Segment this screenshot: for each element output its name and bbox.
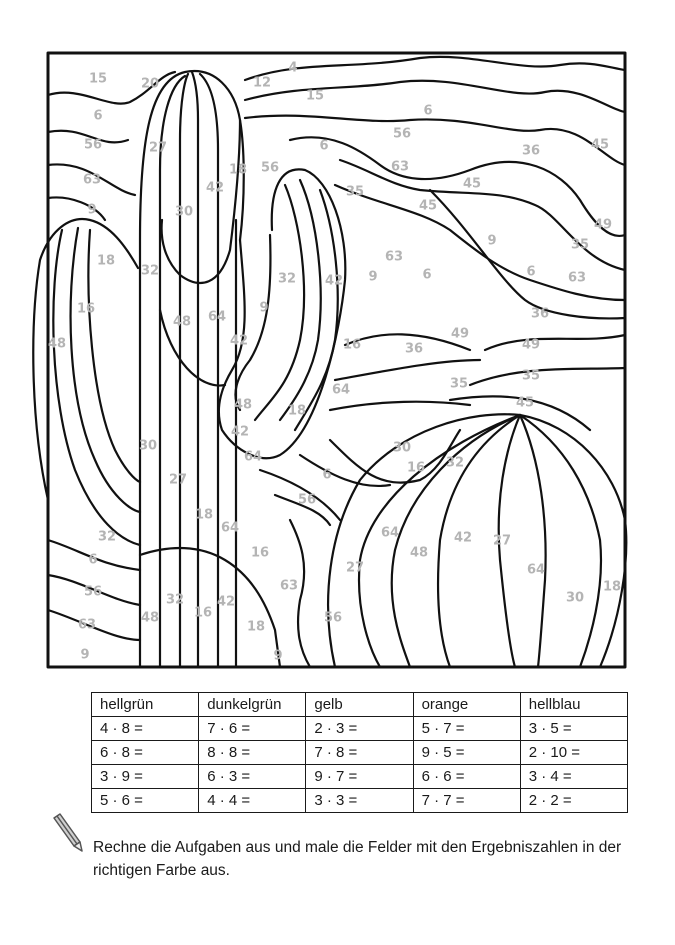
field-number: 49: [450, 326, 470, 342]
math-task: 3 · 4 =: [520, 765, 627, 789]
field-number: 9: [273, 648, 283, 664]
math-task: 2 · 3 =: [306, 717, 413, 741]
field-number: 42: [229, 333, 249, 349]
table-row: [92, 741, 628, 765]
color-header: hellblau: [520, 693, 627, 717]
field-number: 42: [230, 424, 250, 440]
field-number: 6: [422, 267, 432, 283]
math-task: 4 · 4 =: [199, 789, 306, 813]
math-task: 6 · 8 =: [92, 741, 199, 765]
field-number: 30: [174, 204, 194, 220]
table-row: [92, 765, 628, 789]
field-number: 45: [418, 198, 438, 214]
math-task: 2 · 10 =: [520, 741, 627, 765]
field-number: 48: [47, 336, 67, 352]
field-number: 20: [140, 76, 160, 92]
math-task: 7 · 8 =: [306, 741, 413, 765]
math-task: 9 · 5 =: [413, 741, 520, 765]
field-number: 18: [194, 507, 214, 523]
field-number: 56: [323, 610, 343, 626]
field-number: 63: [77, 617, 97, 633]
field-number: 9: [80, 647, 90, 663]
math-task: 3 · 3 =: [306, 789, 413, 813]
math-task: 3 · 9 =: [92, 765, 199, 789]
color-header: orange: [413, 693, 520, 717]
field-number: 45: [515, 395, 535, 411]
field-number: 32: [277, 271, 297, 287]
math-task: 5 · 6 =: [92, 789, 199, 813]
field-number: 9: [368, 269, 378, 285]
field-number: 64: [243, 449, 263, 465]
field-number: 63: [82, 172, 102, 188]
field-number: 42: [216, 594, 236, 610]
field-number: 42: [453, 530, 473, 546]
field-number: 42: [324, 273, 344, 289]
field-number: 18: [96, 253, 116, 269]
field-number: 56: [260, 160, 280, 176]
field-number: 15: [305, 88, 325, 104]
color-header: gelb: [306, 693, 413, 717]
field-number: 27: [168, 472, 188, 488]
math-task: 4 · 8 =: [92, 717, 199, 741]
field-number: 64: [526, 562, 546, 578]
math-task: 6 · 3 =: [199, 765, 306, 789]
field-number: 49: [593, 217, 613, 233]
field-number: 63: [567, 270, 587, 286]
field-number: 63: [279, 578, 299, 594]
field-number: 32: [165, 592, 185, 608]
color-header: hellgrün: [92, 693, 199, 717]
field-number: 63: [384, 249, 404, 265]
color-key-table: [91, 692, 628, 813]
field-number: 18: [287, 403, 307, 419]
field-number: 36: [521, 143, 541, 159]
field-number: 18: [602, 579, 622, 595]
pencil-icon: [50, 812, 86, 852]
math-task: 7 · 6 =: [199, 717, 306, 741]
field-number: 30: [138, 438, 158, 454]
table-row: [92, 717, 628, 741]
field-number: 49: [521, 337, 541, 353]
field-number: 35: [449, 376, 469, 392]
math-task: 5 · 7 =: [413, 717, 520, 741]
field-number: 48: [233, 397, 253, 413]
field-number: 27: [148, 140, 168, 156]
field-number: 64: [380, 525, 400, 541]
field-number: 16: [342, 337, 362, 353]
field-number: 32: [140, 263, 160, 279]
table-row: [92, 789, 628, 813]
field-number: 48: [140, 610, 160, 626]
field-number: 45: [590, 137, 610, 153]
field-number: 48: [172, 314, 192, 330]
field-number: 35: [521, 368, 541, 384]
field-number: 56: [83, 137, 103, 153]
field-number: 6: [93, 108, 103, 124]
field-number: 64: [331, 382, 351, 398]
field-number: 9: [87, 202, 97, 218]
field-number: 6: [526, 264, 536, 280]
field-number: 6: [319, 138, 329, 154]
field-number: 16: [76, 301, 96, 317]
field-number: 18: [246, 619, 266, 635]
field-number: 18: [228, 162, 248, 178]
math-task: 6 · 6 =: [413, 765, 520, 789]
field-number: 63: [390, 159, 410, 175]
field-number: 42: [205, 180, 225, 196]
field-number: 6: [88, 552, 98, 568]
field-number: 36: [530, 306, 550, 322]
field-number: 64: [220, 520, 240, 536]
field-number: 30: [392, 440, 412, 456]
field-number: 6: [322, 467, 332, 483]
field-number: 32: [97, 529, 117, 545]
field-number: 32: [445, 455, 465, 471]
math-task: 9 · 7 =: [306, 765, 413, 789]
field-number: 6: [423, 103, 433, 119]
math-task: 7 · 7 =: [413, 789, 520, 813]
field-number: 16: [193, 605, 213, 621]
color-header: dunkelgrün: [199, 693, 306, 717]
instructions-text: Rechne die Aufgaben aus und male die Felder mit den Ergebniszahlen in der richtigen Farbe aus.: [93, 839, 622, 879]
field-number: 15: [88, 71, 108, 87]
field-number: 16: [250, 545, 270, 561]
color-header-row: [92, 693, 628, 717]
field-number: 9: [487, 233, 497, 249]
field-number: 45: [462, 176, 482, 192]
math-task: 8 · 8 =: [199, 741, 306, 765]
math-task: 2 · 2 =: [520, 789, 627, 813]
field-number: 9: [259, 300, 269, 316]
field-number: 4: [288, 60, 298, 76]
field-number: 12: [252, 75, 272, 91]
field-number: 56: [83, 584, 103, 600]
field-number: 64: [207, 309, 227, 325]
field-number: 36: [404, 341, 424, 357]
field-number: 16: [406, 460, 426, 476]
field-number: 48: [409, 545, 429, 561]
field-number: 30: [565, 590, 585, 606]
number-labels: [48, 61, 621, 664]
field-number: 27: [345, 560, 365, 576]
field-number: 56: [297, 492, 317, 508]
field-number: 35: [570, 237, 590, 253]
field-number: 27: [492, 533, 512, 549]
field-number: 56: [392, 126, 412, 142]
field-number: 35: [345, 184, 365, 200]
math-task: 3 · 5 =: [520, 717, 627, 741]
